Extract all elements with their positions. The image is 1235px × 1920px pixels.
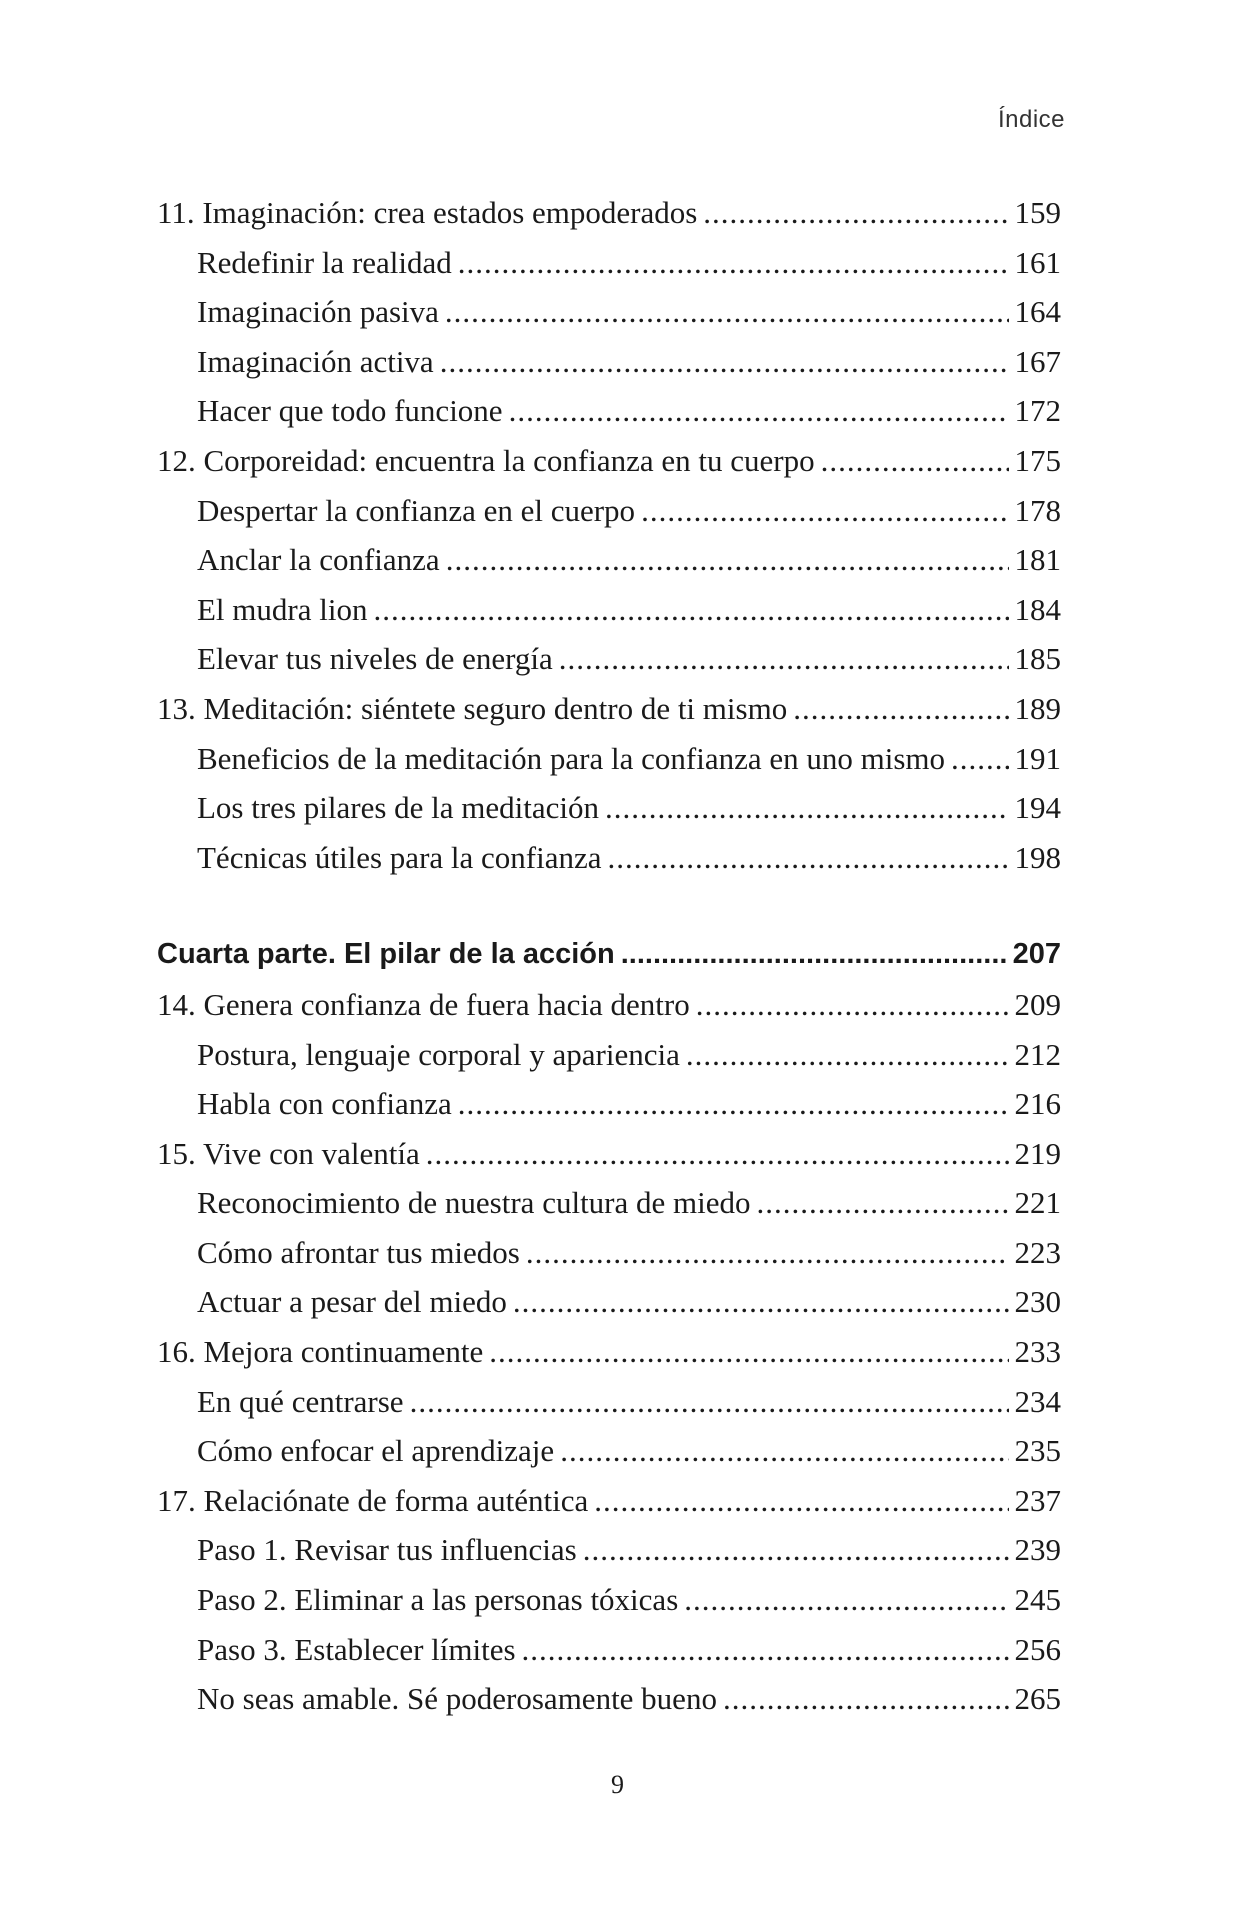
dot-leader — [410, 1377, 1009, 1427]
toc-entry-title: Paso 3. Establecer límites — [197, 1631, 516, 1667]
toc-section-entry — [157, 1426, 1061, 1476]
toc-entry-page: 233 — [1014, 1334, 1061, 1370]
dot-leader — [373, 585, 1008, 635]
toc-entry-title: 16. Mejora continuamente — [157, 1334, 484, 1370]
toc-entry-page: 265 — [1014, 1681, 1061, 1717]
toc-entry-title: Anclar la confianza — [197, 542, 440, 578]
toc-section-entry — [157, 783, 1061, 833]
dot-leader — [446, 535, 1009, 585]
dot-leader — [608, 833, 1009, 883]
toc-entry-page: 209 — [1014, 986, 1061, 1022]
toc-chapter-entry — [157, 1327, 1061, 1377]
table-of-contents — [157, 188, 1061, 1724]
toc-chapter-entry — [157, 684, 1061, 734]
toc-section-entry — [157, 1079, 1061, 1129]
toc-section-entry — [157, 287, 1061, 337]
toc-section-entry — [157, 1030, 1061, 1080]
toc-chapter-entry — [157, 980, 1061, 1030]
toc-entry-page: 239 — [1014, 1532, 1061, 1568]
toc-section-entry — [157, 833, 1061, 883]
toc-entry-title: Actuar a pesar del miedo — [197, 1284, 507, 1320]
toc-entry-title: Despertar la confianza en el cuerpo — [197, 492, 636, 528]
toc-entry-title: 14. Genera confianza de fuera hacia dentro — [157, 986, 690, 1022]
toc-section-entry — [157, 1228, 1061, 1278]
toc-section-entry — [157, 1178, 1061, 1228]
dot-leader — [513, 1277, 1009, 1327]
toc-section-entry — [157, 634, 1061, 684]
dot-leader — [426, 1129, 1009, 1179]
toc-section-entry — [157, 1277, 1061, 1327]
toc-entry-page: 223 — [1014, 1234, 1061, 1270]
running-head: Índice — [997, 106, 1065, 133]
toc-entry-title: El mudra lion — [197, 591, 368, 627]
toc-entry-title: En qué centrarse — [197, 1383, 404, 1419]
toc-section-entry — [157, 1575, 1061, 1625]
toc-entry-title: 11. Imaginación: crea estados empoderados — [157, 195, 698, 230]
toc-section-entry — [157, 535, 1061, 585]
toc-part-entry — [157, 930, 1061, 980]
dot-leader — [703, 188, 1008, 238]
toc-section-entry — [157, 585, 1061, 635]
toc-entry-page: 191 — [1014, 740, 1061, 776]
toc-section-entry — [157, 238, 1061, 288]
toc-entry-page: 216 — [1014, 1086, 1061, 1122]
toc-entry-title: Cuarta parte. El pilar de la acción — [157, 938, 615, 971]
toc-section-entry — [157, 486, 1061, 536]
toc-entry-page: 181 — [1014, 542, 1061, 578]
dot-leader — [560, 1426, 1008, 1476]
toc-entry-page: 159 — [1014, 195, 1061, 230]
toc-section-entry — [157, 337, 1061, 387]
dot-leader — [641, 486, 1008, 536]
dot-leader — [684, 1575, 1008, 1625]
toc-section-entry — [157, 1377, 1061, 1427]
toc-chapter-entry — [157, 188, 1061, 238]
toc-entry-title: Elevar tus niveles de energía — [197, 641, 553, 677]
toc-entry-title: Técnicas útiles para la confianza — [197, 839, 602, 875]
dot-leader — [526, 1228, 1009, 1278]
toc-entry-page: 198 — [1014, 839, 1061, 875]
dot-leader — [583, 1525, 1009, 1575]
toc-entry-page: 237 — [1014, 1482, 1061, 1518]
toc-entry-page: 234 — [1014, 1383, 1061, 1419]
dot-leader — [489, 1327, 1008, 1377]
toc-entry-title: Paso 2. Eliminar a las personas tóxicas — [197, 1582, 679, 1618]
toc-chapter-entry — [157, 1476, 1061, 1526]
toc-entry-page: 194 — [1014, 790, 1061, 826]
dot-leader — [445, 287, 1009, 337]
toc-entry-title: 17. Relaciónate de forma auténtica — [157, 1482, 589, 1518]
toc-entry-title: 13. Meditación: siéntete seguro dentro de ti mismo — [157, 690, 788, 726]
toc-entry-page: 235 — [1014, 1433, 1061, 1469]
toc-entry-page: 164 — [1014, 294, 1061, 330]
toc-chapter-entry — [157, 1129, 1061, 1179]
toc-entry-title: Beneficios de la meditación para la confianza en uno mismo — [197, 740, 946, 776]
dot-leader — [757, 1178, 1009, 1228]
toc-entry-title: No seas amable. Sé poderosamente bueno — [197, 1681, 717, 1717]
toc-entry-page: 230 — [1014, 1284, 1061, 1320]
toc-entry-page: 172 — [1014, 393, 1061, 429]
toc-entry-title: Postura, lenguaje corporal y apariencia — [197, 1036, 680, 1072]
toc-entry-title: Habla con confianza — [197, 1086, 452, 1122]
toc-entry-title: Cómo enfocar el aprendizaje — [197, 1433, 555, 1469]
toc-section-entry — [157, 1674, 1061, 1724]
toc-entry-page: 185 — [1014, 641, 1061, 677]
page-number: 9 — [611, 1770, 624, 1799]
dot-leader — [793, 684, 1008, 734]
dot-leader — [440, 337, 1009, 387]
dot-leader — [458, 1079, 1009, 1129]
dot-leader — [723, 1674, 1009, 1724]
toc-entry-title: Imaginación activa — [197, 343, 434, 379]
toc-entry-page: 221 — [1014, 1185, 1061, 1221]
toc-entry-title: 15. Vive con valentía — [157, 1135, 420, 1171]
dot-leader — [509, 386, 1009, 436]
toc-entry-title: Redefinir la realidad — [197, 244, 452, 280]
toc-section-entry — [157, 1625, 1061, 1675]
toc-entry-page: 178 — [1014, 492, 1061, 528]
dot-leader — [686, 1030, 1009, 1080]
toc-entry-page: 212 — [1014, 1036, 1061, 1072]
toc-section-entry — [157, 1525, 1061, 1575]
toc-section-entry — [157, 386, 1061, 436]
dot-leader — [458, 238, 1009, 288]
dot-leader — [605, 783, 1008, 833]
dot-leader — [559, 634, 1009, 684]
toc-entry-page: 219 — [1014, 1135, 1061, 1171]
toc-entry-page: 189 — [1014, 690, 1061, 726]
dot-leader — [951, 734, 1008, 784]
toc-chapter-entry — [157, 436, 1061, 486]
dot-leader — [821, 436, 1009, 486]
toc-entry-title: Imaginación pasiva — [197, 294, 439, 330]
toc-entry-page: 167 — [1014, 343, 1061, 379]
toc-entry-page: 161 — [1014, 244, 1061, 280]
toc-entry-page: 184 — [1014, 591, 1061, 627]
dot-leader — [621, 930, 1007, 980]
dot-leader — [594, 1476, 1008, 1526]
toc-entry-page: 245 — [1014, 1582, 1061, 1618]
toc-entry-title: Paso 1. Revisar tus influencias — [197, 1532, 577, 1568]
toc-section-entry — [157, 734, 1061, 784]
toc-entry-title: Cómo afrontar tus miedos — [197, 1234, 520, 1270]
dot-leader — [696, 980, 1009, 1030]
toc-entry-page: 256 — [1014, 1631, 1061, 1667]
toc-entry-title: Los tres pilares de la meditación — [197, 790, 600, 826]
toc-entry-title: Hacer que todo funcione — [197, 393, 503, 429]
toc-entry-page: 207 — [1012, 938, 1061, 971]
toc-entry-page: 175 — [1014, 442, 1061, 478]
dot-leader — [522, 1625, 1009, 1675]
toc-entry-title: Reconocimiento de nuestra cultura de miedo — [197, 1185, 751, 1221]
toc-entry-title: 12. Corporeidad: encuentra la confianza en tu cuerpo — [157, 442, 815, 478]
